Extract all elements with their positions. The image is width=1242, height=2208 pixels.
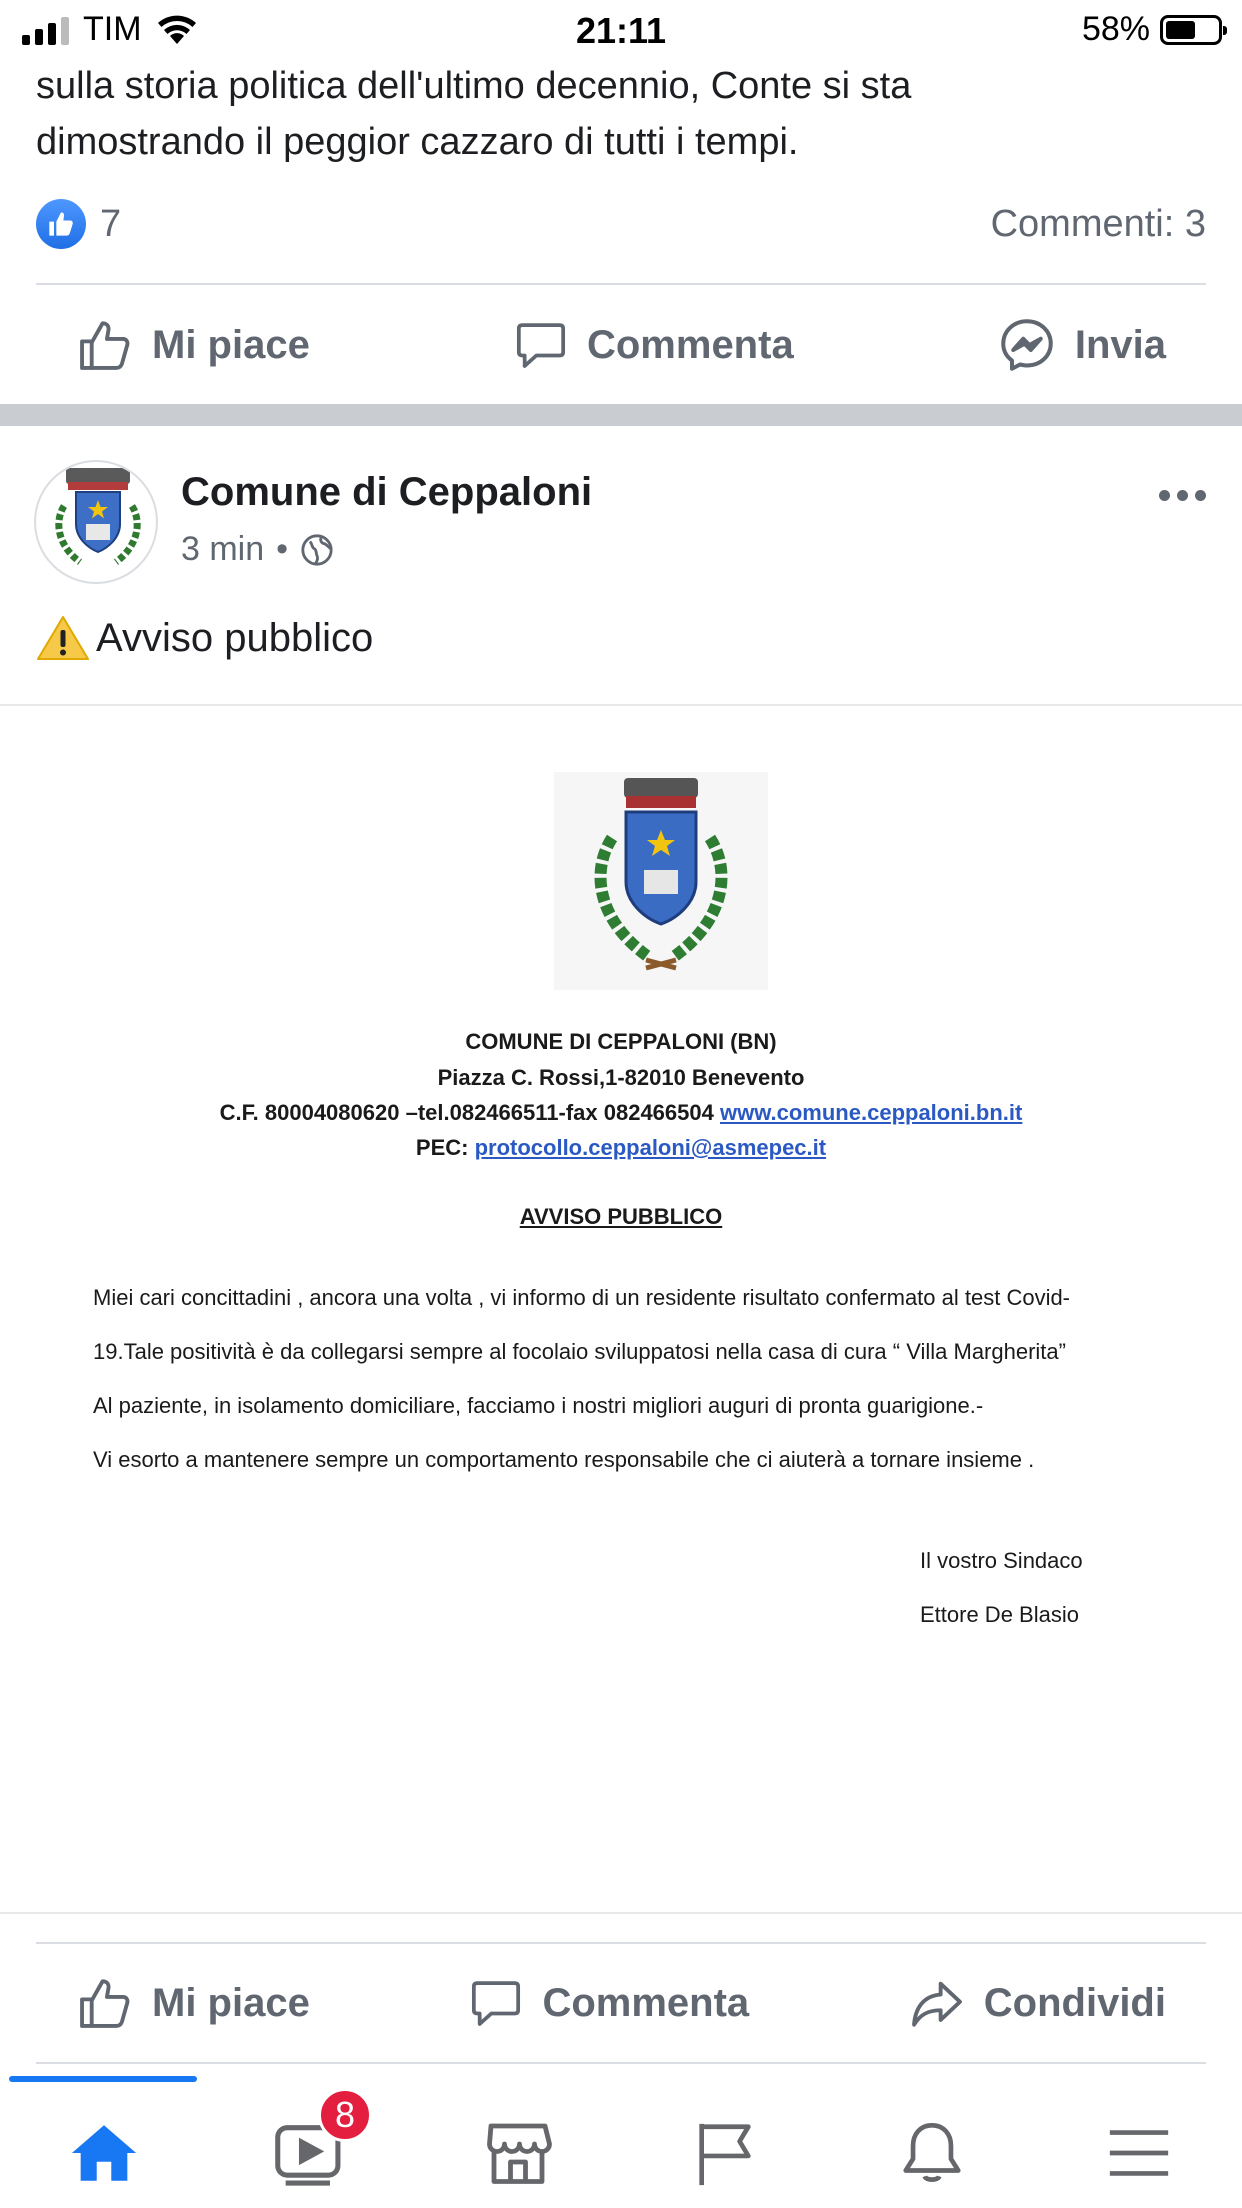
home-icon: [67, 2118, 141, 2188]
more-options-icon[interactable]: [1159, 490, 1206, 501]
comment-icon: [468, 1975, 524, 2031]
divider: [36, 283, 1206, 285]
like-label: Mi piace: [152, 1980, 310, 2025]
coat-of-arms-icon: [554, 772, 768, 990]
previous-post-text: [36, 58, 1206, 170]
previous-post-actions: [36, 290, 1206, 400]
battery-icon: [1160, 15, 1222, 45]
pec-label: PEC:: [415, 1135, 469, 1160]
bottom-tab-bar: [0, 2066, 1242, 2208]
feed-separator: [0, 404, 1242, 426]
reaction-summary[interactable]: [36, 196, 1206, 252]
post-time[interactable]: 3 min: [181, 530, 265, 568]
share-button[interactable]: [908, 1974, 1166, 2032]
divider: [36, 2062, 1206, 2064]
document-org: COMUNE DI CEPPALONI (BN): [465, 1029, 777, 1054]
post-image-document[interactable]: [0, 704, 1242, 1914]
document-contacts: [0, 1095, 1242, 1131]
like-label: Mi piace: [152, 322, 310, 367]
document-crest: [554, 772, 768, 990]
tab-pages[interactable]: [680, 2108, 770, 2198]
marketplace-icon: [480, 2117, 556, 2189]
clock: 21:11: [575, 10, 667, 51]
post-meta: [181, 530, 334, 569]
document-contact-numbers: C.F. 80004080620 –tel.082466511-fax 082466504: [219, 1100, 714, 1125]
document-body: [93, 1271, 1203, 1487]
watch-notification-badge: 8: [318, 2088, 372, 2142]
post-actions: [36, 1948, 1206, 2058]
tab-marketplace[interactable]: [473, 2108, 563, 2198]
page-avatar[interactable]: [34, 460, 158, 584]
tab-home[interactable]: [59, 2108, 149, 2198]
tab-notifications[interactable]: [887, 2108, 977, 2198]
comment-icon: [513, 317, 569, 373]
document-website-link[interactable]: www.comune.ceppaloni.bn.it: [720, 1100, 1023, 1125]
document-paragraph: Al paziente, in isolamento domiciliare, facciamo i nostri migliori auguri di pronta guarigione.-: [93, 1393, 984, 1418]
pages-flag-icon: [690, 2116, 760, 2190]
share-label: Condividi: [983, 1980, 1166, 2025]
tab-menu[interactable]: [1094, 2108, 1184, 2198]
send-label: Invia: [1074, 322, 1166, 367]
status-bar: [0, 0, 1242, 62]
notifications-bell-icon: [897, 2116, 967, 2190]
signature-title: Il vostro Sindaco: [920, 1548, 1083, 1573]
messenger-icon: [997, 315, 1057, 375]
page-name[interactable]: Comune di Ceppaloni: [181, 470, 593, 514]
comment-button[interactable]: [468, 1975, 749, 2031]
previous-post-line-1: sulla storia politica dell'ultimo decennio, Conte si sta: [36, 65, 912, 107]
comment-label: Commenta: [542, 1980, 750, 2025]
battery-percentage: 58%: [1081, 10, 1150, 48]
active-tab-indicator: [9, 2076, 197, 2082]
meta-separator: •: [276, 530, 289, 568]
share-arrow-icon: [908, 1974, 966, 2032]
carrier-name: TIM: [83, 10, 142, 48]
comments-count-link[interactable]: Commenti: 3: [990, 202, 1206, 245]
signature-name: Ettore De Blasio: [920, 1602, 1079, 1627]
menu-icon: [1104, 2123, 1174, 2183]
divider: [36, 1942, 1206, 1944]
document-address: Piazza C. Rossi,1-82010 Benevento: [437, 1065, 805, 1090]
like-button[interactable]: [76, 316, 310, 374]
warning-icon: [36, 614, 90, 662]
document-pec: [0, 1130, 1242, 1166]
like-reaction-icon: [36, 199, 86, 249]
send-button[interactable]: [997, 315, 1166, 375]
comment-label: Commenta: [586, 322, 794, 367]
previous-post-line-2: dimostrando il peggior cazzaro di tutti i tempi.: [36, 121, 799, 163]
comment-button[interactable]: [513, 317, 794, 373]
document-signature: [920, 1534, 1083, 1642]
pec-email-link[interactable]: protocollo.ceppaloni@asmepec.it: [474, 1135, 827, 1160]
document-paragraph: Vi esorto a mantenere sempre un comportamento responsabile che ci aiuterà a tornare insieme .: [93, 1447, 1035, 1472]
document-paragraph: 19.Tale positività è da collegarsi sempre al focolaio sviluppatosi nella casa di cura “ Villa Margherita”: [93, 1339, 1066, 1364]
document-paragraph: Miei cari concittadini , ancora una volta , vi informo di un residente risultato confermato al test Covid-: [93, 1285, 1071, 1310]
post-text: [36, 614, 373, 662]
like-button[interactable]: [76, 1974, 310, 2032]
coat-of-arms-icon: [36, 462, 158, 584]
reaction-count: 7: [100, 202, 122, 245]
globe-icon: [300, 533, 334, 567]
document-title: AVVISO PUBBLICO: [519, 1204, 723, 1229]
thumbs-up-icon: [76, 316, 134, 374]
post-message: Avviso pubblico: [96, 615, 374, 660]
thumbs-up-icon: [76, 1974, 134, 2032]
